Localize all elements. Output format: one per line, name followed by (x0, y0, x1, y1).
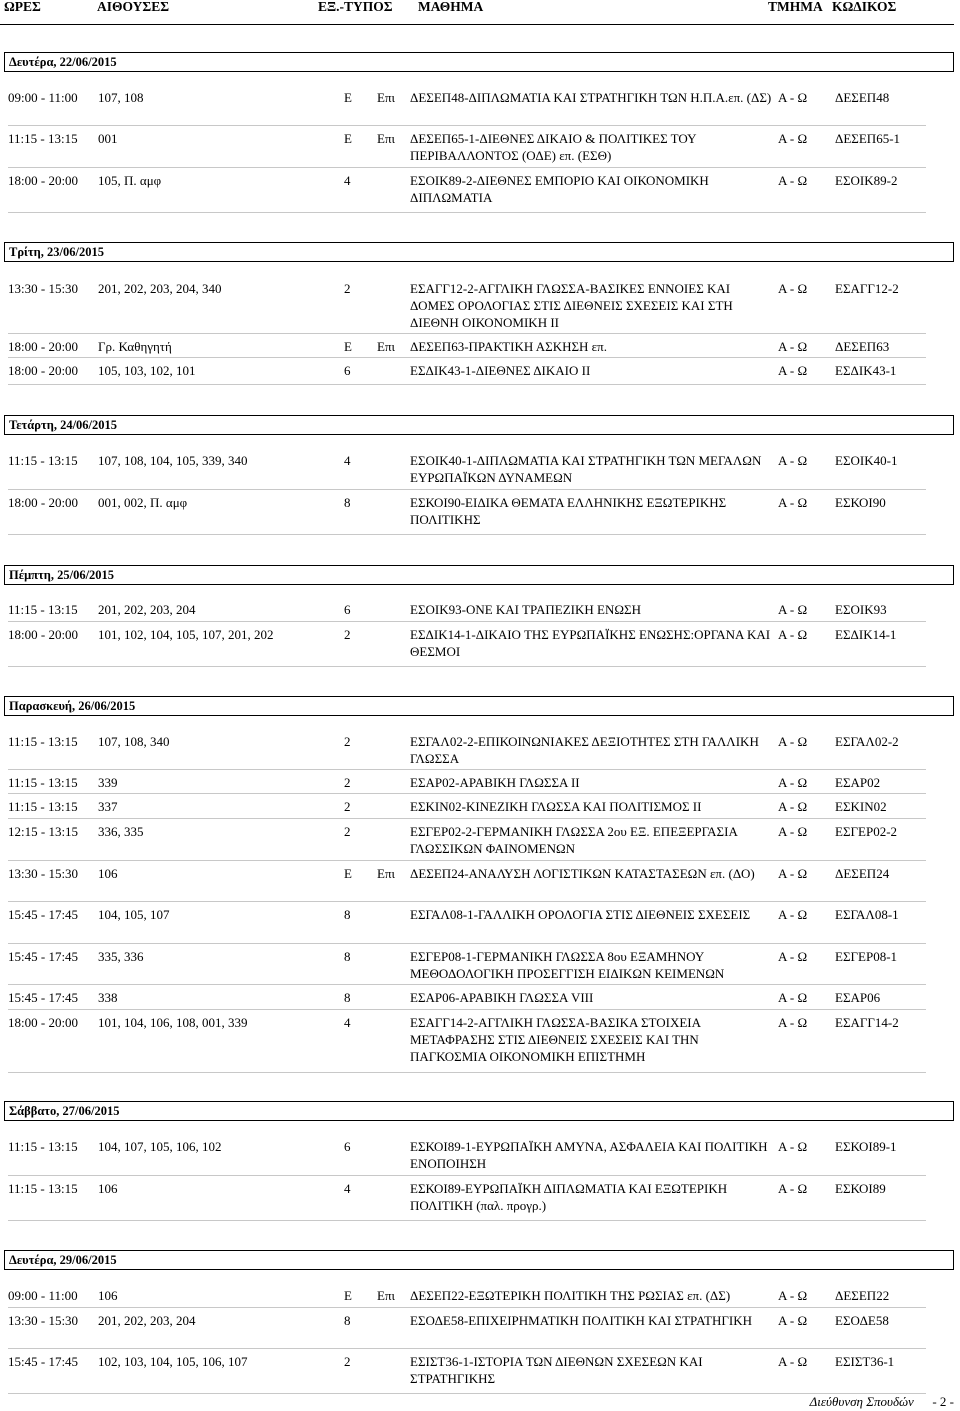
row-rooms: 336, 335 (98, 824, 144, 839)
row-time: 11:15 - 13:15 (8, 775, 78, 790)
row-time: 18:00 - 20:00 (8, 363, 79, 378)
row-section: Α - Ω (778, 1354, 808, 1369)
day-title: Σάββατο, 27/06/2015 (9, 1104, 120, 1118)
row-semester: 8 (344, 907, 351, 922)
row-section: Α - Ω (778, 866, 808, 881)
row-section: Α - Ω (778, 1015, 808, 1030)
row-rooms: 201, 202, 203, 204 (98, 602, 196, 617)
row-divider (8, 769, 926, 770)
row-divider (8, 333, 926, 334)
row-semester: 2 (344, 824, 351, 839)
row-divider (8, 901, 926, 902)
row-code: ΕΣΟΔΕ58 (835, 1313, 889, 1328)
row-code: ΕΣΟΙΚ40-1 (835, 453, 898, 468)
row-course: ΔΕΣΕΠ24-ΑΝΑΛΥΣΗ ΛΟΓΙΣΤΙΚΩΝ ΚΑΤΑΣΤΑΣΕΩΝ επ. (ΔΟ) (410, 866, 755, 881)
row-semester: Ε (344, 866, 352, 881)
row-section: Α - Ω (778, 949, 808, 964)
row-rooms: 106 (98, 1181, 118, 1196)
row-section: Α - Ω (778, 799, 808, 814)
row-course: ΕΣΟΙΚ93-ΟΝΕ ΚΑΙ ΤΡΑΠΕΖΙΚΗ ΕΝΩΣΗ (410, 602, 641, 617)
row-semester: 6 (344, 1139, 351, 1154)
row-semester: 4 (344, 453, 351, 468)
row-course: ΕΣΑΓΓ14-2-ΑΓΓΛΙΚΗ ΓΛΩΣΣΑ-ΒΑΣΙΚΑ ΣΤΟΙΧΕΙΑ ΜΕΤΑΦΡΑΣΗΣ ΣΤΙΣ ΔΙΕΘΝΕΙΣ ΣΧΕΣΕΙΣ ΚΑΙ ΤΗΝ ΠΑΓΚΟΣΜΙΑ ΟΙΚΟΝΟΜΙΚΗ ΕΠΙΣΤΗΜΗ (410, 1015, 701, 1064)
row-semester: 2 (344, 775, 351, 790)
row-code: ΕΣΚΙΝ02 (835, 799, 887, 814)
row-course: ΕΣΑΡ02-ΑΡΑΒΙΚΗ ΓΛΩΣΣΑ ΙΙ (410, 775, 580, 790)
row-section: Α - Ω (778, 990, 808, 1005)
row-course: ΕΣΚΙΝ02-ΚΙΝΕΖΙΚΗ ΓΛΩΣΣΑ ΚΑΙ ΠΟΛΙΤΙΣΜΟΣ ΙΙ (410, 799, 702, 814)
row-divider (8, 1009, 926, 1010)
header-section: ΤΜΗΜΑ (768, 0, 823, 14)
row-code: ΕΣΓΑΛ08-1 (835, 907, 899, 922)
row-divider (8, 1220, 926, 1221)
row-course: ΕΣΓΕΡ02-2-ΓΕΡΜΑΝΙΚΗ ΓΛΩΣΣΑ 2ου ΕΞ. ΕΠΕΞΕΡΓΑΣΙΑ ΓΛΩΣΣΙΚΩΝ ΦΑΙΝΟΜΕΝΩΝ (410, 824, 738, 856)
row-course: ΕΣΚΟΙ89-ΕΥΡΩΠΑΪΚΗ ΔΙΠΛΩΜΑΤΙΑ ΚΑΙ ΕΞΩΤΕΡΙΚΗ ΠΟΛΙΤΙΚΗ (παλ. προγρ.) (410, 1181, 728, 1213)
row-divider (8, 621, 926, 622)
header-time: ΩΡΕΣ (4, 0, 41, 14)
row-divider (8, 357, 926, 358)
row-semester: Ε (344, 339, 352, 354)
day-header (4, 1250, 954, 1270)
header-divider (0, 24, 954, 25)
row-exam-mode: Επι (377, 90, 396, 105)
row-time: 11:15 - 13:15 (8, 602, 78, 617)
row-code: ΕΣΓΕΡ08-1 (835, 949, 898, 964)
row-code: ΔΕΣΕΠ65-1 (835, 131, 901, 146)
row-divider (8, 125, 926, 126)
footer-office: Διεύθυνση Σπουδών (809, 1394, 914, 1409)
row-semester: 2 (344, 281, 351, 296)
row-rooms: 105, Π. αμφ (98, 173, 162, 188)
row-time: 13:30 - 15:30 (8, 281, 79, 296)
row-course: ΔΕΣΕΠ22-ΕΞΩΤΕΡΙΚΗ ΠΟΛΙΤΙΚΗ ΤΗΣ ΡΩΣΙΑΣ επ. (ΔΣ) (410, 1288, 731, 1303)
row-time: 15:45 - 17:45 (8, 1354, 79, 1369)
day-header (4, 52, 954, 72)
row-course: ΕΣΔΙΚ43-1-ΔΙΕΘΝΕΣ ΔΙΚΑΙΟ ΙΙ (410, 363, 591, 378)
row-rooms: 335, 336 (98, 949, 144, 964)
row-rooms: 107, 108, 104, 105, 339, 340 (98, 453, 248, 468)
row-rooms: 105, 103, 102, 101 (98, 363, 196, 378)
row-divider (8, 666, 926, 667)
row-semester: 4 (344, 173, 351, 188)
row-section: Α - Ω (778, 90, 808, 105)
row-rooms: Γρ. Καθηγητή (98, 339, 172, 354)
row-rooms: 339 (98, 775, 118, 790)
row-time: 13:30 - 15:30 (8, 1313, 79, 1328)
row-rooms: 001, 002, Π. αμφ (98, 495, 188, 510)
row-section: Α - Ω (778, 1181, 808, 1196)
row-time: 18:00 - 20:00 (8, 627, 79, 642)
row-section: Α - Ω (778, 602, 808, 617)
row-time: 12:15 - 13:15 (8, 824, 79, 839)
row-divider (8, 818, 926, 819)
row-rooms: 104, 105, 107 (98, 907, 170, 922)
row-time: 11:15 - 13:15 (8, 453, 78, 468)
row-code: ΕΣΙΣΤ36-1 (835, 1354, 895, 1369)
day-title: Τρίτη, 23/06/2015 (9, 245, 104, 259)
row-divider (8, 984, 926, 985)
row-semester: Ε (344, 90, 352, 105)
row-code: ΔΕΣΕΠ63 (835, 339, 890, 354)
row-course: ΔΕΣΕΠ65-1-ΔΙΕΘΝΕΣ ΔΙΚΑΙΟ & ΠΟΛΙΤΙΚΕΣ ΤΟΥ ΠΕΡΙΒΑΛΛΟΝΤΟΣ (ΟΔΕ) επ. (ΕΣΘ) (410, 131, 697, 163)
row-code: ΕΣΑΡ06 (835, 990, 881, 1005)
row-rooms: 106 (98, 1288, 118, 1303)
row-exam-mode: Επι (377, 1288, 396, 1303)
row-rooms: 104, 107, 105, 106, 102 (98, 1139, 222, 1154)
row-code: ΔΕΣΕΠ22 (835, 1288, 890, 1303)
row-code: ΕΣΔΙΚ14-1 (835, 627, 897, 642)
row-semester: 2 (344, 627, 351, 642)
row-code: ΕΣΓΕΡ02-2 (835, 824, 898, 839)
row-semester: 2 (344, 1354, 351, 1369)
row-course: ΕΣΚΟΙ89-1-ΕΥΡΩΠΑΪΚΗ ΑΜΥΝΑ, ΑΣΦΑΛΕΙΑ ΚΑΙ ΠΟΛΙΤΙΚΗ ΕΝΟΠΟΙΗΣΗ (410, 1139, 768, 1171)
row-time: 11:15 - 13:15 (8, 1139, 78, 1154)
row-time: 18:00 - 20:00 (8, 495, 79, 510)
row-code: ΕΣΚΟΙ89 (835, 1181, 886, 1196)
row-semester: 8 (344, 1313, 351, 1328)
row-semester: 4 (344, 1015, 351, 1030)
row-semester: 8 (344, 990, 351, 1005)
row-section: Α - Ω (778, 281, 808, 296)
day-title: Παρασκευή, 26/06/2015 (9, 699, 136, 713)
row-time: 11:15 - 13:15 (8, 734, 78, 749)
row-course: ΕΣΟΔΕ58-ΕΠΙΧΕΙΡΗΜΑΤΙΚΗ ΠΟΛΙΤΙΚΗ ΚΑΙ ΣΤΡΑΤΗΓΙΚΗ (410, 1313, 752, 1328)
row-code: ΕΣΓΑΛ02-2 (835, 734, 899, 749)
row-rooms: 107, 108, 340 (98, 734, 170, 749)
row-code: ΕΣΑΡ02 (835, 775, 881, 790)
row-course: ΕΣΓΑΛ08-1-ΓΑΛΛΙΚΗ ΟΡΟΛΟΓΙΑ ΣΤΙΣ ΔΙΕΘΝΕΙΣ ΣΧΕΣΕΙΣ (410, 907, 751, 922)
row-code: ΔΕΣΕΠ24 (835, 866, 890, 881)
page-footer (810, 1394, 954, 1410)
row-rooms: 338 (98, 990, 118, 1005)
row-rooms: 101, 102, 104, 105, 107, 201, 202 (98, 627, 274, 642)
row-course: ΔΕΣΕΠ48-ΔΙΠΛΩΜΑΤΙΑ ΚΑΙ ΣΤΡΑΤΗΓΙΚΗ ΤΩΝ Η.Π.Α.επ. (ΔΣ) (410, 90, 772, 105)
row-divider (8, 1348, 926, 1349)
row-time: 09:00 - 11:00 (8, 90, 78, 105)
row-divider (8, 943, 926, 944)
row-time: 18:00 - 20:00 (8, 173, 79, 188)
row-section: Α - Ω (778, 131, 808, 146)
row-semester: 8 (344, 949, 351, 964)
row-divider (8, 793, 926, 794)
row-section: Α - Ω (778, 824, 808, 839)
row-code: ΕΣΑΓΓ14-2 (835, 1015, 899, 1030)
row-divider (8, 1072, 926, 1073)
row-semester: 6 (344, 602, 351, 617)
row-semester: 8 (344, 495, 351, 510)
row-time: 18:00 - 20:00 (8, 339, 79, 354)
row-code: ΕΣΚΟΙ89-1 (835, 1139, 897, 1154)
row-course: ΕΣΓΑΛ02-2-ΕΠΙΚΟΙΝΩΝΙΑΚΕΣ ΔΕΞΙΟΤΗΤΕΣ ΣΤΗ ΓΑΛΛΙΚΗ ΓΛΩΣΣΑ (410, 734, 759, 766)
row-section: Α - Ω (778, 1139, 808, 1154)
row-time: 11:15 - 13:15 (8, 1181, 78, 1196)
day-title: Πέμπτη, 25/06/2015 (9, 568, 115, 582)
day-header (4, 696, 954, 716)
row-code: ΕΣΑΓΓ12-2 (835, 281, 899, 296)
row-time: 11:15 - 13:15 (8, 131, 78, 146)
row-time: 13:30 - 15:30 (8, 866, 79, 881)
row-rooms: 337 (98, 799, 118, 814)
row-course: ΕΣΟΙΚ40-1-ΔΙΠΛΩΜΑΤΙΑ ΚΑΙ ΣΤΡΑΤΗΓΙΚΗ ΤΩΝ ΜΕΓΑΛΩΝ ΕΥΡΩΠΑΪΚΩΝ ΔΥΝΑΜΕΩΝ (410, 453, 762, 485)
row-code: ΔΕΣΕΠ48 (835, 90, 890, 105)
row-semester: Ε (344, 1288, 352, 1303)
row-divider (8, 1175, 926, 1176)
row-divider (8, 1393, 926, 1394)
row-section: Α - Ω (778, 453, 808, 468)
row-section: Α - Ω (778, 1313, 808, 1328)
row-semester: 6 (344, 363, 351, 378)
day-title: Δευτέρα, 29/06/2015 (9, 1253, 117, 1267)
header-type: ΕΞ.-ΤΥΠΟΣ (318, 0, 393, 14)
row-divider (8, 534, 926, 535)
row-divider (8, 860, 926, 861)
row-course: ΔΕΣΕΠ63-ΠΡΑΚΤΙΚΗ ΑΣΚΗΣΗ επ. (410, 339, 607, 354)
row-semester: Ε (344, 131, 352, 146)
row-section: Α - Ω (778, 173, 808, 188)
row-section: Α - Ω (778, 775, 808, 790)
day-header (4, 565, 954, 585)
row-time: 15:45 - 17:45 (8, 907, 79, 922)
day-header (4, 1101, 954, 1121)
row-divider (8, 384, 926, 385)
row-time: 15:45 - 17:45 (8, 949, 79, 964)
day-title: Τετάρτη, 24/06/2015 (9, 418, 118, 432)
row-code: ΕΣΟΙΚ89-2 (835, 173, 898, 188)
row-course: ΕΣΟΙΚ89-2-ΔΙΕΘΝΕΣ ΕΜΠΟΡΙΟ ΚΑΙ ΟΙΚΟΝΟΜΙΚΗ ΔΙΠΛΩΜΑΤΙΑ (410, 173, 709, 205)
row-time: 11:15 - 13:15 (8, 799, 78, 814)
row-divider (8, 489, 926, 490)
row-section: Α - Ω (778, 627, 808, 642)
row-course: ΕΣΚΟΙ90-ΕΙΔΙΚΑ ΘΕΜΑΤΑ ΕΛΛΗΝΙΚΗΣ ΕΞΩΤΕΡΙΚΗΣ ΠΟΛΙΤΙΚΗΣ (410, 495, 727, 527)
row-time: 09:00 - 11:00 (8, 1288, 78, 1303)
row-rooms: 101, 104, 106, 108, 001, 339 (98, 1015, 248, 1030)
row-rooms: 102, 103, 104, 105, 106, 107 (98, 1354, 248, 1369)
row-semester: 2 (344, 734, 351, 749)
row-rooms: 001 (98, 131, 118, 146)
row-code: ΕΣΟΙΚ93 (835, 602, 887, 617)
row-rooms: 107, 108 (98, 90, 144, 105)
column-header (0, 0, 960, 16)
row-semester: 4 (344, 1181, 351, 1196)
row-section: Α - Ω (778, 495, 808, 510)
row-time: 15:45 - 17:45 (8, 990, 79, 1005)
row-section: Α - Ω (778, 734, 808, 749)
day-title: Δευτέρα, 22/06/2015 (9, 55, 117, 69)
row-rooms: 201, 202, 203, 204 (98, 1313, 196, 1328)
row-code: ΕΣΚΟΙ90 (835, 495, 886, 510)
row-section: Α - Ω (778, 363, 808, 378)
row-divider (8, 1307, 926, 1308)
row-course: ΕΣΙΣΤ36-1-ΙΣΤΟΡΙΑ ΤΩΝ ΔΙΕΘΝΩΝ ΣΧΕΣΕΩΝ ΚΑΙ ΣΤΡΑΤΗΓΙΚΗΣ (410, 1354, 703, 1386)
row-exam-mode: Επι (377, 131, 396, 146)
row-rooms: 106 (98, 866, 118, 881)
row-course: ΕΣΑΡ06-ΑΡΑΒΙΚΗ ΓΛΩΣΣΑ VIII (410, 990, 594, 1005)
row-course: ΕΣΑΓΓ12-2-ΑΓΓΛΙΚΗ ΓΛΩΣΣΑ-ΒΑΣΙΚΕΣ ΕΝΝΟΙΕΣ ΚΑΙ ΔΟΜΕΣ ΟΡΟΛΟΓΙΑΣ ΣΤΙΣ ΔΙΕΘΝΕΙΣ ΣΧΕΣΕΙΣ ΚΑΙ ΣΤΗ ΔΙΕΘΝΗ ΟΙΚΟΝΟΜΙΚΗ ΙΙ (410, 281, 733, 330)
footer-page-number: - 2 - (932, 1394, 954, 1409)
row-exam-mode: Επι (377, 866, 396, 881)
day-header (4, 415, 954, 435)
header-rooms: ΑΙΘΟΥΣΕΣ (97, 0, 170, 14)
row-divider (8, 167, 926, 168)
row-rooms: 201, 202, 203, 204, 340 (98, 281, 222, 296)
row-course: ΕΣΔΙΚ14-1-ΔΙΚΑΙΟ ΤΗΣ ΕΥΡΩΠΑΪΚΗΣ ΕΝΩΣΗΣ:ΟΡΓΑΝΑ ΚΑΙ ΘΕΣΜΟΙ (410, 627, 771, 659)
row-divider (8, 212, 926, 213)
header-code: ΚΩΔΙΚΟΣ (832, 0, 897, 14)
row-section: Α - Ω (778, 1288, 808, 1303)
row-code: ΕΣΔΙΚ43-1 (835, 363, 897, 378)
day-header (4, 242, 954, 262)
row-exam-mode: Επι (377, 339, 396, 354)
row-section: Α - Ω (778, 907, 808, 922)
row-time: 18:00 - 20:00 (8, 1015, 79, 1030)
row-section: Α - Ω (778, 339, 808, 354)
row-semester: 2 (344, 799, 351, 814)
row-course: ΕΣΓΕΡ08-1-ΓΕΡΜΑΝΙΚΗ ΓΛΩΣΣΑ 8ου ΕΞΑΜΗΝΟΥ ΜΕΘΟΔΟΛΟΓΙΚΗ ΠΡΟΣΕΓΓΙΣΗ ΕΙΔΙΚΩΝ ΚΕΙΜΕΝΩΝ (410, 949, 725, 981)
header-course: ΜΑΘΗΜΑ (418, 0, 484, 14)
